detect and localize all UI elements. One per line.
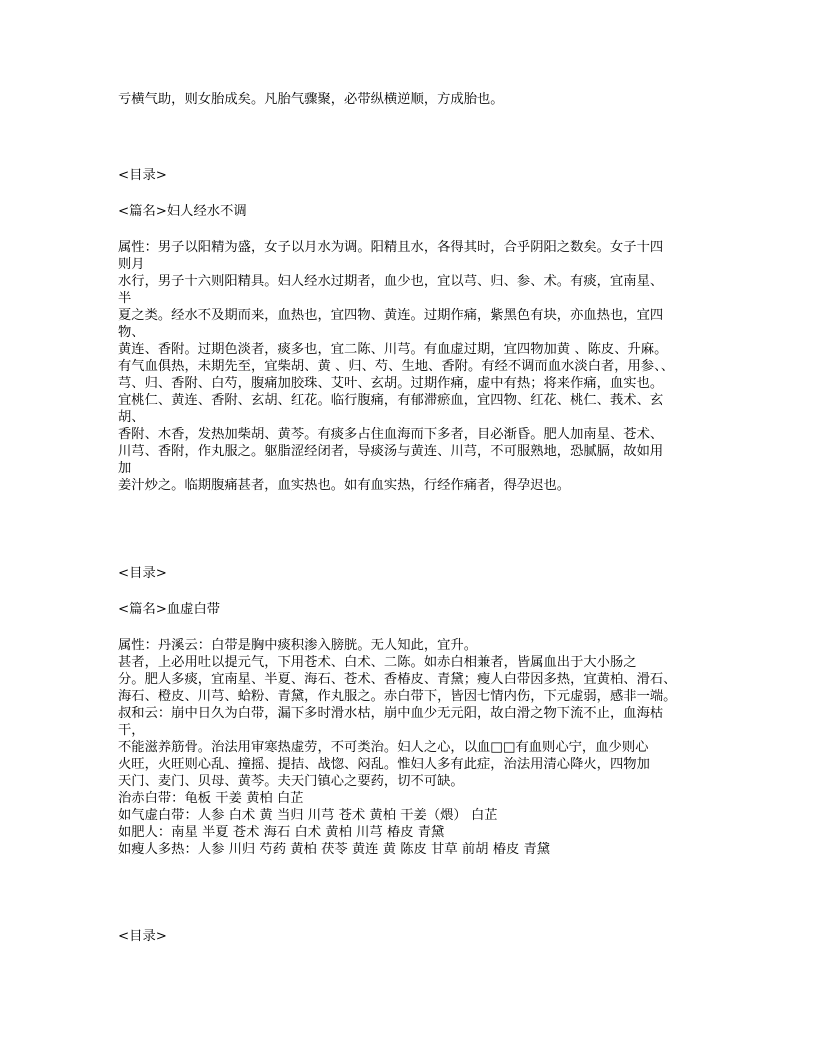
body-text-line: 干， [118, 723, 145, 738]
toc-link[interactable]: <目录> [118, 168, 167, 183]
body-text-line: 有气血俱热，未期先至，宜柴胡、黄 、归、芍、生地、香附。有经不调而血水淡白者，用参、、 [118, 359, 675, 374]
body-text-line: 黄连、香附。过期色淡者，痰多也，宜二陈、川芎。有血虚过期，宜四物加黄 、陈皮、升麻。 [118, 342, 668, 357]
body-text-line: 水行，男子十六则阳精具。妇人经水过期者，血少也，宜以芎、归、参、术。有痰，宜南星、 [118, 274, 664, 289]
body-text-line: 宜桃仁、黄连、香附、玄胡、红花。临行腹痛，有郁滞瘀血，宜四物、红花、桃仁、莪术、玄 [118, 393, 664, 408]
body-text-line: 属性：男子以阳精为盛，女子以月水为调。阳精且水，各得其时，合乎阴阳之数矣。女子十四 [118, 240, 664, 255]
body-text-line: 甚者，上必用吐以提元气，下用苍术、白术、二陈。如赤白相兼者，皆属血出于大小肠之 [118, 655, 637, 670]
body-text-line: 夏之类。经水不及期而来，血热也，宜四物、黄连。过期作痛，紫黑色有块，亦血热也，宜四 [118, 308, 664, 323]
body-text-line: 天门、麦门、贝母、黄芩。夫天门镇心之要药，切不可缺。 [118, 774, 464, 789]
body-text-line: 叔和云：崩中日久为白带，漏下多时滑水枯，崩中血少无元阳，故白滑之物下流不止，血海枯 [118, 706, 664, 721]
body-text-line: 火旺，火旺则心乱、撞摇、提拮、战惚、闷乱。惟妇人多有此症，治法用清心降火，四物加 [118, 757, 650, 772]
body-text-line: 芎、归、香附、白芍，腹痛加胶珠、艾叶、玄胡。过期作痛，虚中有热；将来作痛，血实也。 [118, 376, 664, 391]
body-text-line: 胡、 [118, 410, 145, 425]
body-text-line: 香附、木香，发热加柴胡、黄芩。有痰多占住血海而下多者，目必渐昏。肥人加南星、苍术、 [118, 427, 664, 442]
body-text-line: 海石、橙皮、川芎、蛤粉、青黛，作丸服之。赤白带下，皆因七情内伤，下元虚弱，感非一端。 [118, 689, 677, 704]
body-text-line: 姜汁炒之。临期腹痛甚者，血实热也。如有血实热，行经作痛者，得孕迟也。 [118, 478, 571, 493]
body-text-line: 如气虚白带：人参 白术 黄 当归 川芎 苍术 黄柏 干姜（煨） 白芷 [118, 808, 498, 823]
toc-link[interactable]: <目录> [118, 566, 167, 581]
body-text-line: 分。肥人多痰，宜南星、半夏、海石、苍术、香椿皮、青黛；瘦人白带因多热，宜黄柏、滑石、 [118, 672, 677, 687]
toc-link[interactable]: <目录> [118, 929, 167, 944]
chapter-heading: <篇名>妇人经水不调 [118, 204, 247, 219]
body-text-line: 半 [118, 291, 132, 306]
body-text-line: 属性：丹溪云：白带是胸中痰积渗入膀胱。无人知此，宜升。 [118, 638, 478, 653]
chapter-heading: <篇名>血虚白带 [118, 602, 221, 617]
body-text-line: 如瘦人多热：人参 川归 芍药 黄柏 茯苓 黄连 黄 陈皮 甘草 前胡 椿皮 青黛 [118, 842, 551, 857]
body-text-line: 如肥人：南星 半夏 苍术 海石 白术 黄柏 川芎 椿皮 青黛 [118, 825, 445, 840]
body-text-line: 川芎、香附，作丸服之。躯脂涩经闭者，导痰汤与黄连、川芎，不可服熟地，恐腻膈，故如用 [118, 444, 664, 459]
body-text-line: 则月 [118, 257, 145, 272]
body-text-line: 物、 [118, 325, 145, 340]
body-text-line: 治赤白带：龟板 干姜 黄柏 白芷 [118, 791, 304, 806]
body-text-line: 加 [118, 461, 132, 476]
body-text-line: 亏横气助，则女胎成矣。凡胎气骤聚，必带纵横逆顺，方成胎也。 [118, 92, 504, 107]
body-text-line: 不能滋养筋骨。治法用审寒热虚劳，不可类治。妇人之心，以血□□有血则心宁，血少则心 [118, 740, 649, 755]
